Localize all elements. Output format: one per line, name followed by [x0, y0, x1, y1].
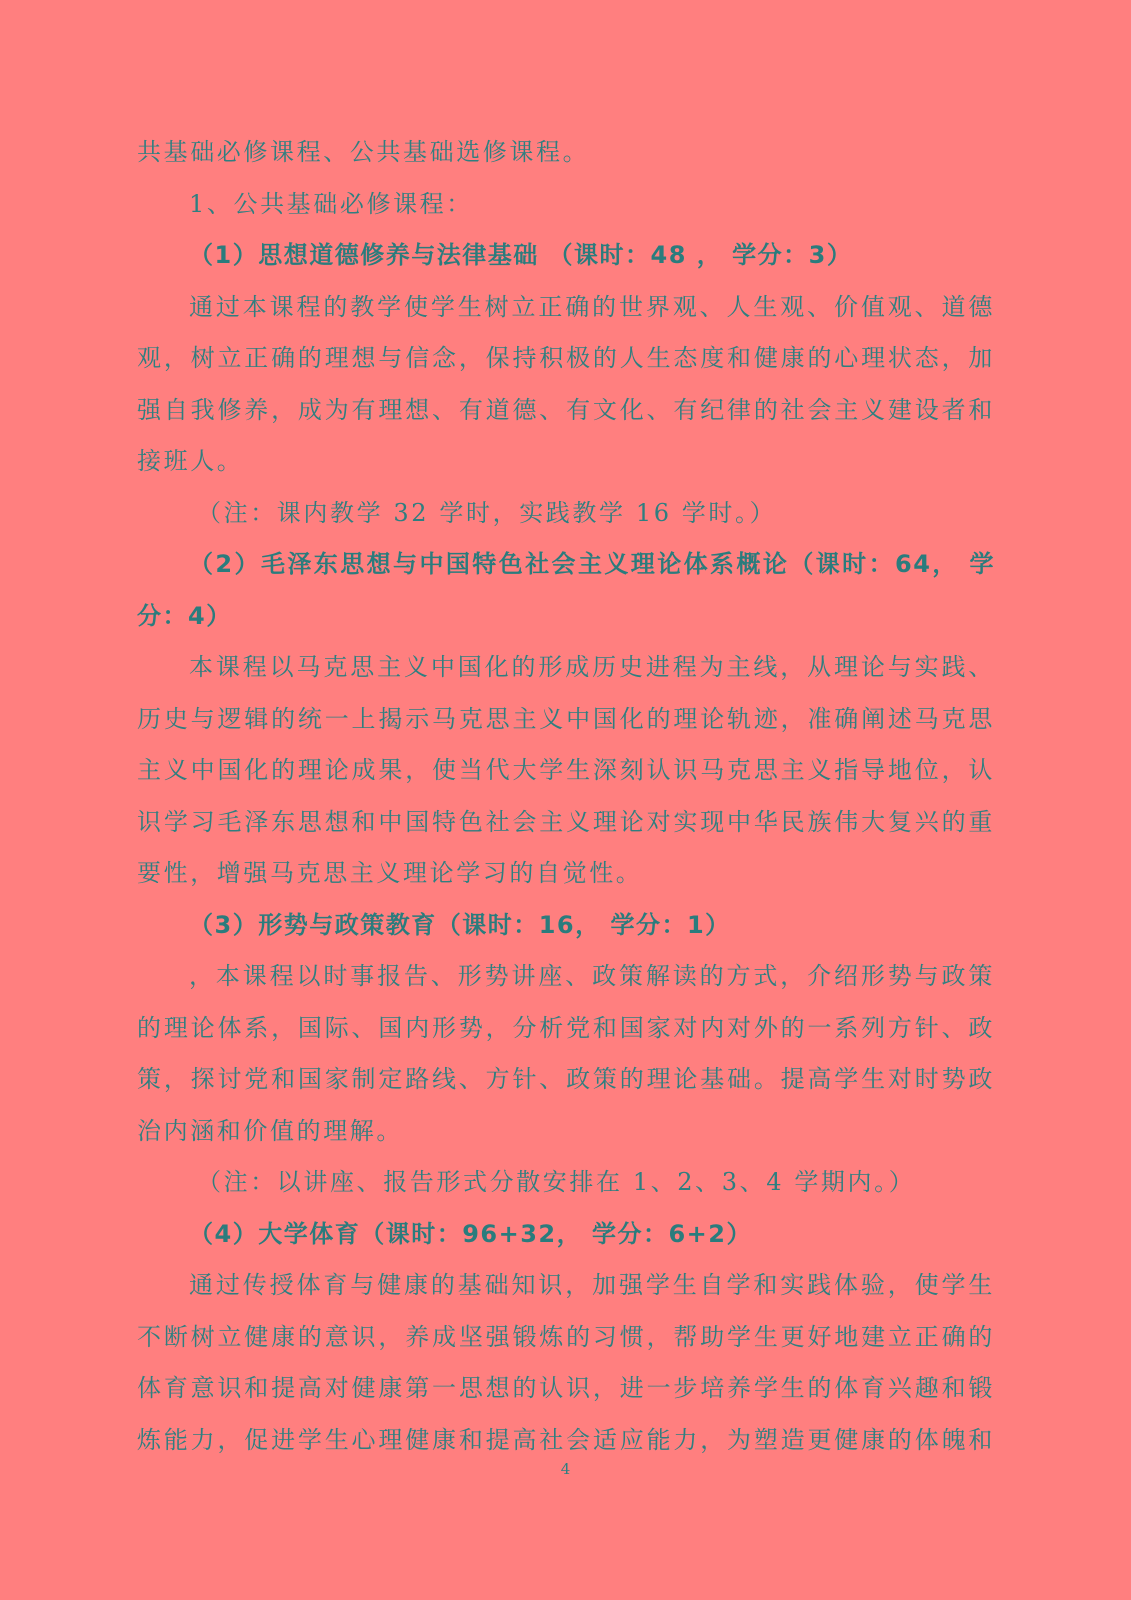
paragraph-line: 不断树立健康的意识，养成坚强锻炼的习惯，帮助学生更好地建立正确的 — [137, 1322, 995, 1351]
course-heading: （4）大学体育（课时：96+32， 学分：6+2） — [189, 1219, 752, 1248]
page-number: 4 — [560, 1460, 571, 1478]
paragraph-line: 主义中国化的理论成果，使当代大学生深刻认识马克思主义指导地位，认 — [137, 756, 995, 784]
paragraph-line: 强自我修养，成为有理想、有道德、有文化、有纪律的社会主义建设者和 — [137, 395, 995, 424]
note-line: （注：以讲座、报告形式分散安排在 1、2、3、4 学期内。） — [197, 1168, 916, 1196]
paragraph-line: 策，探讨党和国家制定路线、方针、政策的理论基础。提高学生对时势政 — [137, 1065, 995, 1093]
course-heading: （2）毛泽东思想与中国特色社会主义理论体系概论（课时：64， 学 — [189, 550, 995, 578]
paragraph-line: 炼能力，促进学生心理健康和提高社会适应能力，为塑造更健康的体魄和 — [137, 1425, 995, 1454]
paragraph-line: 历史与逻辑的统一上揭示马克思主义中国化的理论轨迹，准确阐述马克思 — [137, 704, 995, 733]
paragraph-line: 接班人。 — [137, 447, 244, 475]
paragraph-line: 治内涵和价值的理解。 — [137, 1116, 403, 1145]
note-line: （注：课内教学 32 学时，实践教学 16 学时。） — [197, 498, 777, 527]
paragraph-line: 识学习毛泽东思想和中国特色社会主义理论对实现中华民族伟大复兴的重 — [137, 807, 995, 836]
paragraph-line: 观，树立正确的理想与信念，保持积极的人生态度和健康的心理状态，加 — [137, 344, 995, 372]
paragraph-line: 通过传授体育与健康的基础知识，加强学生自学和实践体验，使学生 — [189, 1271, 995, 1299]
document-page — [137, 127, 995, 1466]
paragraph-line: ，本课程以时事报告、形势讲座、政策解读的方式，介绍形势与政策 — [189, 962, 995, 990]
course-heading-continuation: 分：4） — [137, 601, 232, 630]
paragraph-line: 共基础必修课程、公共基础选修课程。 — [137, 138, 590, 166]
section-heading: 1、公共基础必修课程： — [189, 189, 473, 218]
course-heading: （3）形势与政策教育（课时：16， 学分：1） — [189, 910, 731, 939]
paragraph-line: 要性，增强马克思主义理论学习的自觉性。 — [137, 859, 643, 887]
paragraph-line: 通过本课程的教学使学生树立正确的世界观、人生观、价值观、道德 — [189, 292, 995, 321]
course-heading: （1）思想道德修养与法律基础 （课时：48 ， 学分：3） — [189, 241, 853, 269]
paragraph-line: 本课程以马克思主义中国化的形成历史进程为主线，从理论与实践、 — [189, 653, 995, 681]
paragraph-line: 体育意识和提高对健康第一思想的认识，进一步培养学生的体育兴趣和锻 — [137, 1374, 995, 1402]
paragraph-line: 的理论体系，国际、国内形势，分析党和国家对内对外的一系列方针、政 — [137, 1013, 995, 1042]
